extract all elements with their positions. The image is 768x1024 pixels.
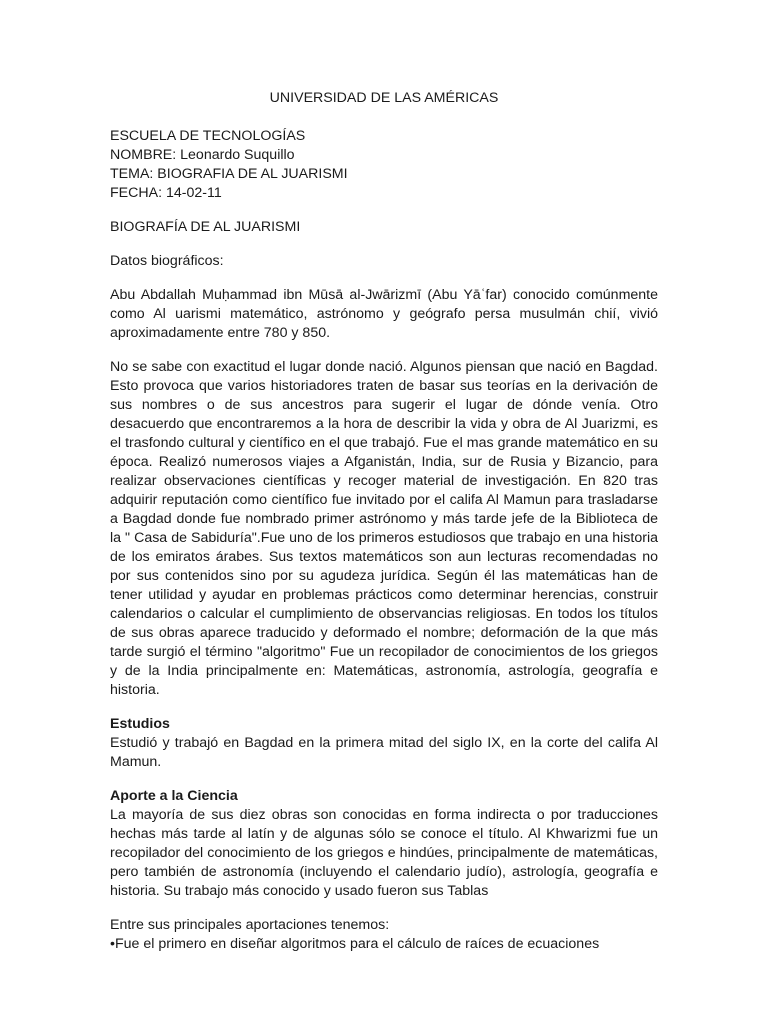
paragraph-biography: No se sabe con exactitud el lugar donde nació. Algunos piensan que nació en Bagdad. Esto provoca que varios historiadores traten de basar sus teorías en la derivación de sus nombres o de sus ancestros para sugerir el lugar de dónde venía. Otro desacuerdo que encontraremos a la hora de describir la vida y obra de Al Juarizmi, es el trasfondo cultural y científico en el que trabajó. Fue el mas grande matemático en su época. Realizó numerosos viajes a Afganistán, India, sur de Rusia y Bizancio, para realizar observaciones científicas y recoger material de investigación. En 820 tras adquirir reputación como científico fue invitado por el califa Al Mamun para trasladarse a Bagdad donde fue nombrado primer astrónomo y más tarde jefe de la Biblioteca de la " Casa de Sabiduría".Fue uno de los primeros estudiosos que trabajo en una historia de los emiratos árabes. Sus textos matemáticos son aun lecturas recomendadas no por sus contenidos sino por su agudeza jurídica. Según él las matemáticas han de tener utilidad y ayudar en problemas prácticos como determinar herencias, construir calendarios o calcular el cumplimiento de observancias religiosas. En todos los títulos de sus obras aparece traducido y deformado el nombre; deformación de la que más tarde surgió el término "algoritmo" Fue un recopilador de conocimientos de los griegos y de la India principalmente en: Matemáticas, astronomía, astrología, geografía e historia. xyxy=(110,359,658,698)
document-page xyxy=(110,89,658,954)
aporte-text: La mayoría de sus diez obras son conocidas en forma indirecta o por traducciones hechas más tarde al latín y de algunas sólo se conoce el título. Al Khwarizmi fue un recopilador del conocimiento de los griegos e hindúes, principalmente de matemáticas, pero también de astronomía (incluyendo el calendario judío), astrología, geografía e historia. Su trabajo más conocido y usado fueron sus Tablas xyxy=(110,807,658,899)
datos-heading: Datos biográficos: xyxy=(110,253,224,269)
estudios-heading: Estudios xyxy=(110,716,170,732)
spacer xyxy=(110,343,658,358)
spacer xyxy=(110,237,658,252)
header-line-name: NOMBRE: Leonardo Suquillo xyxy=(110,147,295,163)
header-line-school: ESCUELA DE TECNOLOGÍAS xyxy=(110,128,306,144)
spacer xyxy=(110,108,658,127)
spacer xyxy=(110,271,658,286)
spacer xyxy=(110,772,658,787)
university-name: UNIVERSIDAD DE LAS AMÉRICAS xyxy=(269,90,499,106)
bullet-item: •Fue el primero en diseñar algoritmos para el cálculo de raíces de ecuaciones xyxy=(110,936,600,952)
header-line-date: FECHA: 14-02-11 xyxy=(110,185,222,201)
estudios-text: Estudió y trabajó en Bagdad en la primera mitad del siglo IX, en la corte del califa Al Mamun. xyxy=(110,735,658,770)
aportaciones-intro: Entre sus principales aportaciones tenemos: xyxy=(110,917,390,933)
spacer xyxy=(110,203,658,218)
document-title: BIOGRAFÍA DE AL JUARISMI xyxy=(110,219,301,235)
spacer xyxy=(110,901,658,916)
paragraph-intro: Abu Abdallah Muḥammad ibn Mūsā al-Jwārizmī (Abu Yāʿfar) conocido comúnmente como Al uarismi matemático, astrónomo y geógrafo persa musulmán chií, vivió aproximadamente entre 780 y 850. xyxy=(110,287,658,341)
spacer xyxy=(110,700,658,715)
header-line-topic: TEMA: BIOGRAFIA DE AL JUARISMI xyxy=(110,166,348,182)
aporte-heading: Aporte a la Ciencia xyxy=(110,788,238,804)
